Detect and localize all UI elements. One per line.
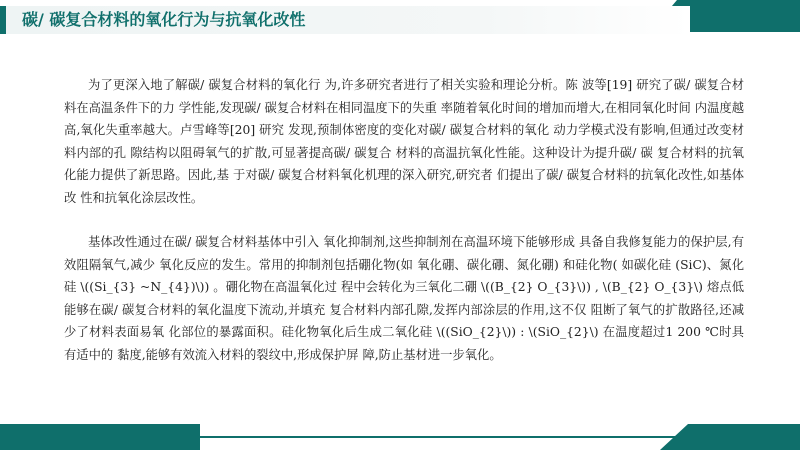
bottom-divider-line — [200, 436, 688, 438]
slide-title: 碳/ 碳复合材料的氧化行为与抗氧化改性 — [22, 10, 306, 29]
bottom-left-decoration — [0, 424, 200, 450]
title-accent-bar — [0, 6, 6, 34]
paragraph-matrix-modification: 基体改性通过在碳/ 碳复合材料基体中引入 氧化抑制剂,这些抑制剂在高温环境下能够形成 具备自我修复能力的保护层,有效阻隔氧气,减少 氧化反应的发生。常用的抑制剂包括硼化物(如 氧化硼、碳化硼、氮化硼) 和硅化物( 如碳化硅 (SiC)、氮化硅 \((Si_{3} ~N_{4})\)) 。硼化物在高温氧化过 程中会转化为三氧化二硼 \((B_{2} O_{3}\)) , \(B_{2} O_{3}\) 熔点低 能够在碳/ 碳复合材料的氧化温度下流动,并填充 复合材料内部孔隙,发挥内部涂层的作用,这不仅 阻断了氧气的扩散路径,还减少了材料表面易氧 化部位的暴露面积。硅化物氧化后生成二氧化硅 \((SiO_{2}\)) : \(SiO_{2}\) 在温度超过1 200 ℃时具有适中的 黏度,能够有效流入材料的裂纹中,形成保护屏 障,防止基材进一步氧化。 — [64, 235, 744, 362]
paragraph-oxidation-research: 为了更深入地了解碳/ 碳复合材料的氧化行 为,许多研究者进行了相关实验和理论分析。陈 波等[19] 研究了碳/ 碳复合材料在高温条件下的力 学性能,发现碳/ 碳复合材料在相同温度下的失重 率随着氧化时间的增加而增大,在相同氧化时间 内温度越高,氧化失重率越大。卢雪峰等[20] 研究 发现,预制体密度的变化对碳/ 碳复合材料的氧化 动力学模式没有影响,但通过改变材料内部的孔 隙结构以阻碍氧气的扩散,可显著提高碳/ 碳复合 材料的高温抗氧化性能。这种设计为提升碳/ 碳 复合材料的抗氧化能力提供了新思路。因此,基 于对碳/ 碳复合材料氧化机理的深入研究,研究者 们提出了碳/ 碳复合材料的抗氧化改性,如基体改 性和抗氧化涂层改性。 — [64, 78, 744, 205]
slide-body — [64, 74, 744, 366]
bottom-right-decoration — [660, 424, 800, 450]
